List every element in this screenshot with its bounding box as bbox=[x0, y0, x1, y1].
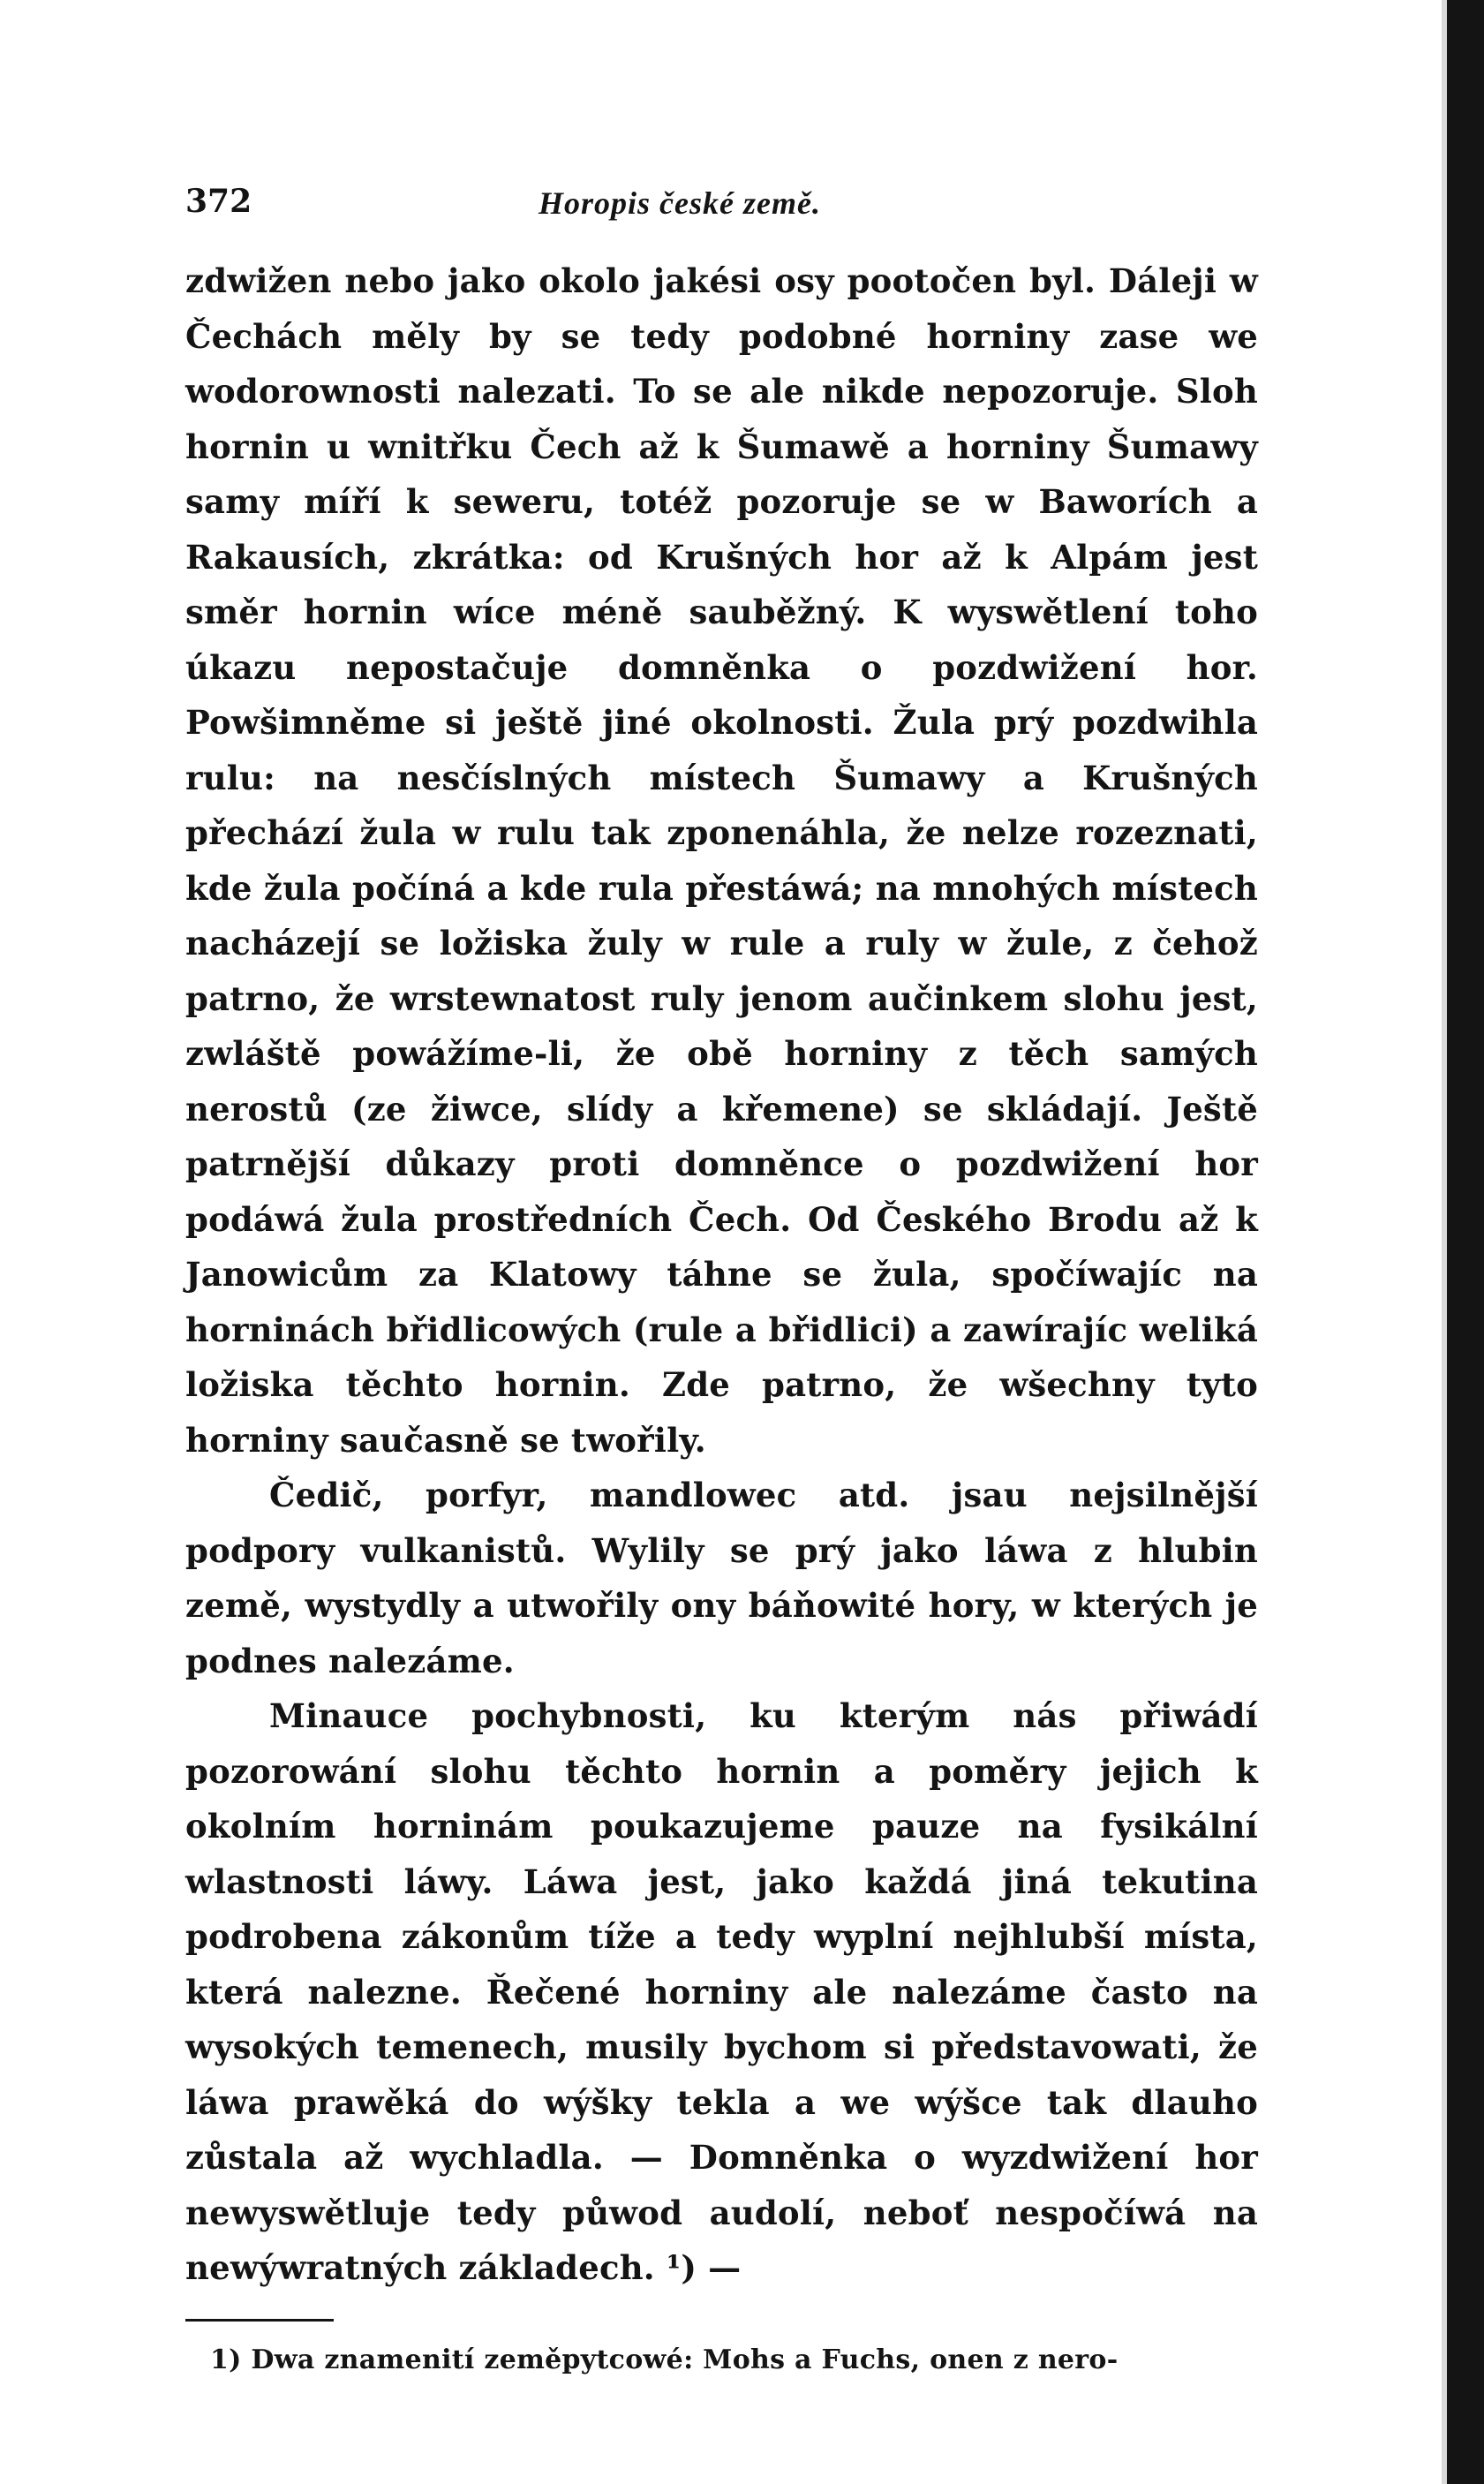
body-text bbox=[185, 253, 1258, 2296]
paragraph: Čedič, porfyr, mandlowec atd. jsau nejsilnější podpory vulkanistů. Wylily se prý jako láwa z hlubin země, wystydly a utwořily ony báňowité hory, w kterých je podnes nalezáme. bbox=[185, 1476, 1258, 1680]
footnote: 1) Dwa znamenití zeměpytcowé: Mohs a Fuchs, onen z nero- bbox=[210, 2344, 1119, 2375]
paragraph: zdwižen nebo jako okolo jakési osy pootočen byl. Dáleji w Čechách měly by se tedy podobné horniny zase we wodorownosti nalezati. To se ale nikde nepozoruje. Sloh hornin u wnitřku Čech až k Šumawě a horniny Šumawy samy míří k seweru, totéž pozoruje se w Baworích a Rakausích, zkrátka: od Krušných hor až k Alpám jest směr hornin wíce méně sauběžný. K wyswětlení toho úkazu nepostačuje domněnka o pozdwižení hor. Powšimněme si ještě jiné okolnosti. Žula prý pozdwihla rulu: na nesčíslných místech Šumawy a Krušných přechází žula w rulu tak zponenáhla, že nelze rozeznati, kde žula počíná a kde rula přestáwá; na mnohých místech nacházejí se ložiska žuly w rule a ruly w žule, z čehož patrno, že wrstewnatost ruly jenom aučinkem slohu jest, zwláště powážíme-li, že obě horniny z těch samých nerostů (ze žiwce, slídy a křemene) se skládají. Ještě patrnější důkazy proti domněnce o pozdwižení hor podáwá žula prostředních Čech. Od Českého Brodu až k Janowicům za Klatowy táhne se žula, spočíwajíc na horninách břidlicowých (rule a břidlici) a zawírajíc weliká ložiska těchto hornin. Zde patrno, že wšechny tyto horniny saučasně se twořily. bbox=[185, 261, 1258, 1460]
scan-binding-edge bbox=[1447, 0, 1484, 2484]
page-header bbox=[185, 172, 1258, 234]
footnote-rule bbox=[185, 2319, 334, 2322]
page-number: 372 bbox=[185, 183, 252, 220]
book-page bbox=[185, 172, 1258, 2380]
paragraph: Minauce pochybnosti, ku kterým nás přiwádí pozorowání slohu těchto hornin a poměry jejich k okolním horninám poukazujeme pauze na fysikální wlastnosti láwy. Láwa jest, jako každá jiná tekutina podrobena zákonům tíže a tedy wyplní nejhlubší místa, která nalezne. Řečené horniny ale nalezáme často na wysokých temenech, musily bychom si představowati, že láwa prawěká do wýšky tekla a we wýšce tak dlauho zůstala až wychladla. — Domněnka o wyzdwižení hor newyswětluje tedy půwod audolí, neboť nespočíwá na newýwratných základech. ¹) — bbox=[185, 1696, 1258, 2287]
running-head: Horopis české země. bbox=[539, 185, 821, 221]
